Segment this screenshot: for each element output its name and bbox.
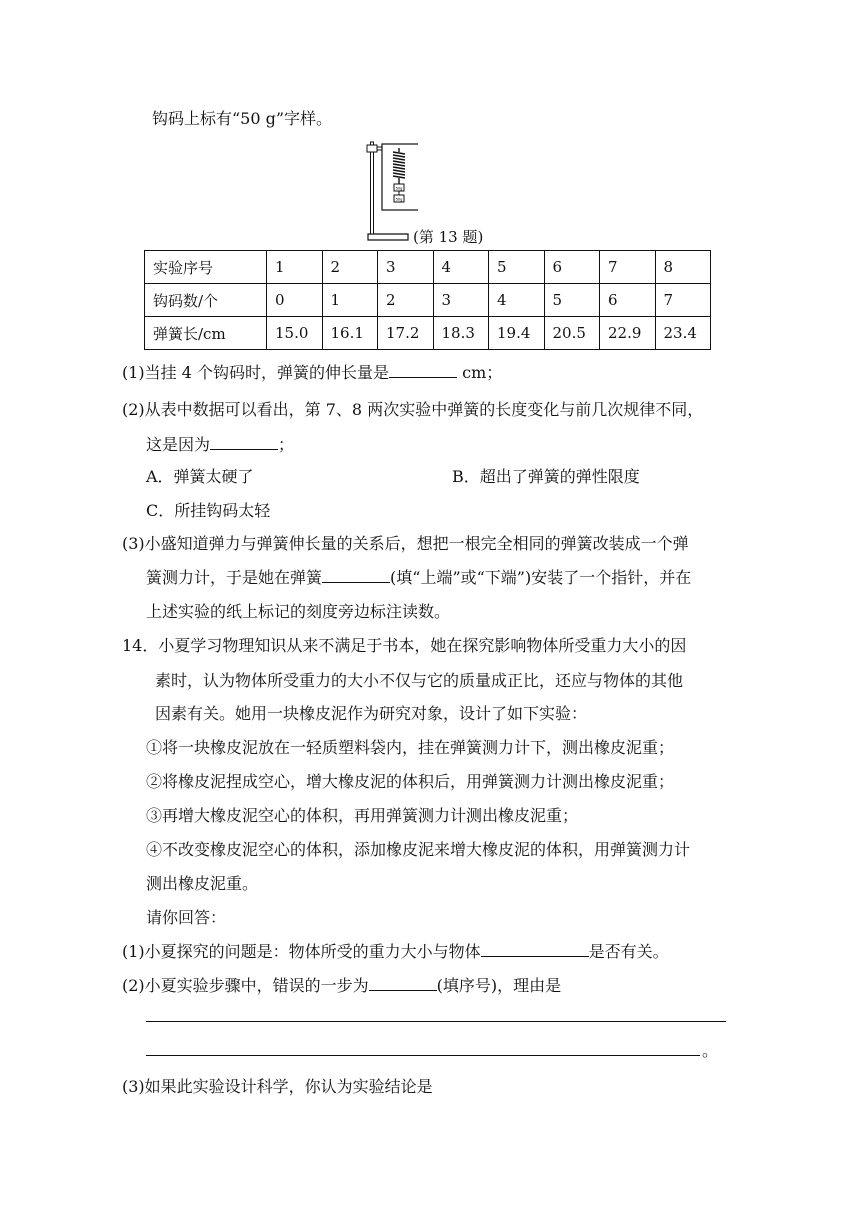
q14-answer3: (3)如果此实验设计科学，你认为实验结论是 [122, 1077, 433, 1096]
table-cell: 4 [433, 251, 489, 284]
option-a: A．弹簧太硬了 [146, 467, 254, 486]
q14-line3: 因素有关。她用一块橡皮泥作为研究对象，设计了如下实验： [155, 704, 588, 723]
table-cell: 23.4 [655, 317, 711, 350]
option-c: C．所挂钩码太轻 [146, 501, 271, 520]
row-header: 钩码数/个 [145, 284, 267, 317]
table-cell: 6 [544, 251, 600, 284]
table-cell: 7 [655, 284, 711, 317]
option-b: B．超出了弹簧的弹性限度 [452, 467, 640, 486]
q13-part1: (1)当挂 4 个钩码时，弹簧的伸长量是 cm； [122, 363, 503, 382]
figure-caption: (第 13 题) [413, 228, 484, 246]
table-cell: 18.3 [433, 317, 489, 350]
table-cell: 3 [433, 284, 489, 317]
table-cell: 4 [489, 284, 545, 317]
row-header: 实验序号 [145, 251, 267, 284]
q14-step4-line1: ④不改变橡皮泥空心的体积，添加橡皮泥来增大橡皮泥的体积，用弹簧测力计 [146, 840, 691, 859]
answer-blank[interactable] [389, 362, 457, 378]
table-row [145, 317, 711, 350]
weight-label-1: 50g [395, 185, 403, 191]
q14-step4-line2: 测出橡皮泥重。 [146, 874, 259, 893]
table-cell: 19.4 [489, 317, 545, 350]
q14-line1: 14．小夏学习物理知识从来不满足于书本，她在探究影响物体所受重力大小的因 [122, 636, 687, 655]
q14-prompt: 请你回答： [146, 908, 227, 927]
row-header: 弹簧长/cm [145, 317, 267, 350]
table-cell: 1 [322, 284, 378, 317]
q13-part2-line2: 这是因为 ； [146, 435, 295, 454]
q14-step1: ①将一块橡皮泥放在一轻质塑料袋内，挂在弹簧测力计下，测出橡皮泥重； [146, 738, 675, 757]
table-cell: 6 [600, 284, 656, 317]
q14-step2: ②将橡皮泥捏成空心，增大橡皮泥的体积后，用弹簧测力计测出橡皮泥重； [146, 772, 675, 791]
q13-part3-line3: 上述实验的纸上标记的刻度旁边标注读数。 [146, 602, 451, 621]
table-cell: 0 [267, 284, 323, 317]
table-cell: 20.5 [544, 317, 600, 350]
q14-answer2: (2)小夏实验步骤中，错误的一步为 (填序号)，理由是 [122, 976, 562, 995]
answer-blank[interactable] [481, 941, 589, 957]
answer-line-2[interactable] [146, 1055, 700, 1056]
q13-part3-line2: 簧测力计，于是她在弹簧 (填“上端”或“下端”)安装了一个指针，并在 [146, 568, 692, 587]
table-cell: 8 [655, 251, 711, 284]
table-cell: 1 [267, 251, 323, 284]
table-cell: 7 [600, 251, 656, 284]
table-cell: 16.1 [322, 317, 378, 350]
answer-line-end: 。 [702, 1041, 719, 1060]
answer-line-1[interactable] [146, 1021, 726, 1022]
table-cell: 17.2 [378, 317, 434, 350]
intro-text: 钩码上标有“50 g”字样。 [152, 109, 333, 128]
answer-blank[interactable] [210, 434, 278, 450]
q14-line2: 素时，认为物体所受重力的大小不仅与它的质量成正比，还应与物体的其他 [155, 671, 684, 690]
data-table [144, 250, 711, 350]
q13-part3-line1: (3)小盛知道弹力与弹簧伸长量的关系后，想把一根完全相同的弹簧改装成一个弹 [122, 534, 689, 553]
q14-answer1: (1)小夏探究的问题是：物体所受的重力大小与物体 是否有关。 [122, 942, 669, 961]
answer-blank[interactable] [322, 567, 390, 583]
weight-label-2: 50g [395, 196, 403, 202]
table-cell: 3 [378, 251, 434, 284]
q14-step3: ③再增大橡皮泥空心的体积，再用弹簧测力计测出橡皮泥重； [146, 806, 579, 825]
table-cell: 5 [544, 284, 600, 317]
table-cell: 22.9 [600, 317, 656, 350]
q13-part2-line1: (2)从表中数据可以看出，第 7、8 两次实验中弹簧的长度变化与前几次规律不同， [122, 400, 704, 419]
table-cell: 5 [489, 251, 545, 284]
table-cell: 15.0 [267, 317, 323, 350]
table-cell: 2 [378, 284, 434, 317]
spring-stand-figure [358, 138, 418, 244]
table-row [145, 284, 711, 317]
answer-blank[interactable] [369, 975, 437, 991]
table-row [145, 251, 711, 284]
table-cell: 2 [322, 251, 378, 284]
